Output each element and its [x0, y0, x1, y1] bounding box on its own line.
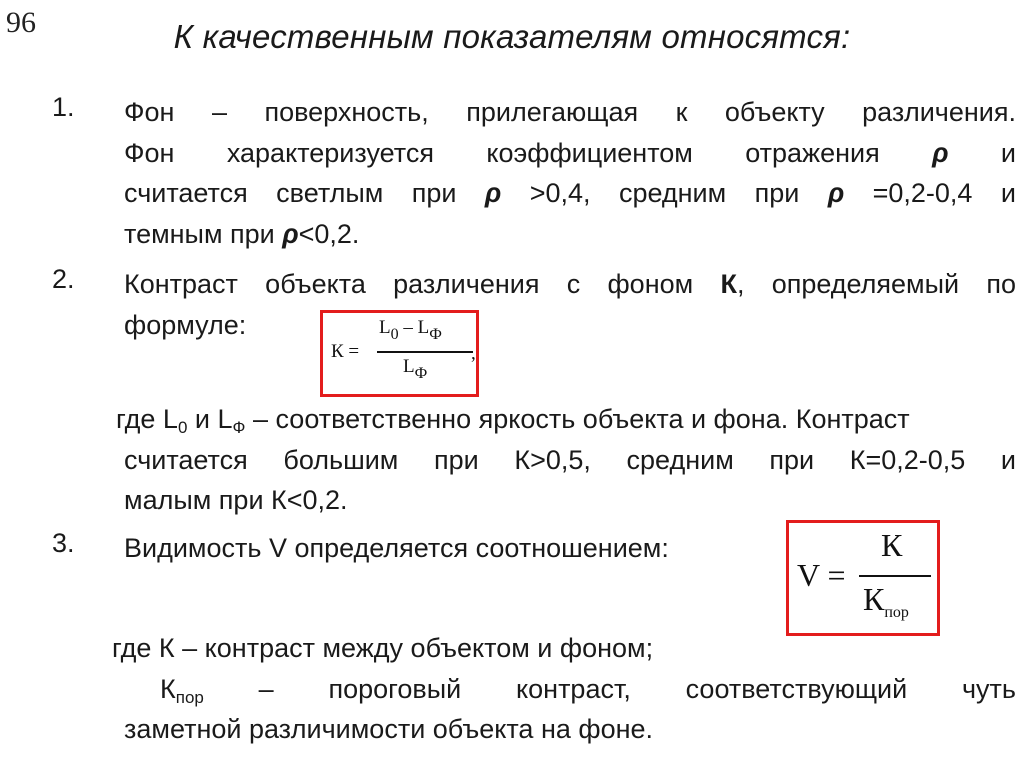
contrast-fraction-bar — [377, 351, 473, 353]
visibility-formula-lhs: V = — [797, 557, 846, 593]
item-2-line-2: формуле: — [124, 309, 247, 340]
item-2-number: 2. — [52, 264, 75, 294]
item-2-line-1: Контраст объекта различения с фоном К, определяемый по — [124, 269, 1016, 299]
item-1-number: 1. — [52, 92, 75, 122]
slide-title: К качественным показателям относятся: — [173, 18, 851, 55]
visibility-formula-denominator: $К_{пор}$ — [863, 581, 909, 621]
contrast-explanation-line-1: где $L_0$ и $L_Ф$ – соответственно яркость объекта и фона. Контраст — [116, 404, 910, 437]
contrast-formula-denominator: $L_Ф$ — [403, 356, 428, 382]
visibility-formula-numerator: К — [881, 527, 903, 563]
contrast-formula-numerator: $L_0 - L_Ф$ — [379, 317, 442, 343]
visibility-explanation-line-3: заметной различимости объекта на фоне. — [124, 714, 654, 744]
page-number: 96 — [6, 6, 36, 39]
contrast-formula-comma: , — [471, 343, 476, 364]
item-3-text — [124, 528, 764, 569]
contrast-explanation — [116, 399, 1016, 521]
contrast-formula-box — [320, 310, 479, 397]
item-3-line-1: Видимость V определяется соотношением: — [124, 533, 669, 563]
item-1-line-4: темным при ρ<0,2. — [124, 218, 360, 249]
visibility-explanation — [112, 628, 1016, 750]
visibility-fraction-bar — [859, 575, 931, 577]
item-2-text — [124, 264, 1016, 345]
visibility-explanation-line-1: где К – контраст между объектом и фоном; — [112, 633, 654, 663]
item-1-line-1: Фон – поверхность, прилегающая к объекту различения. — [124, 97, 1016, 127]
item-1-text — [124, 92, 1016, 254]
item-3-number: 3. — [52, 528, 75, 558]
visibility-explanation-line-2: $К_{пор}$ – пороговый контраст, соответствующий чуть — [160, 673, 1016, 707]
contrast-formula-lhs: К = — [331, 341, 360, 362]
item-1-line-3: считается светлым при ρ >0,4, средним при ρ =0,2-0,4 и — [124, 178, 1016, 208]
contrast-explanation-line-3: малым при К<0,2. — [124, 485, 348, 515]
visibility-formula-box — [786, 520, 940, 636]
contrast-explanation-line-2: считается большим при К>0,5, средним при К=0,2-0,5 и — [124, 444, 1016, 475]
item-1-line-2: Фон характеризуется коэффициентом отражения ρ и — [124, 137, 1016, 168]
